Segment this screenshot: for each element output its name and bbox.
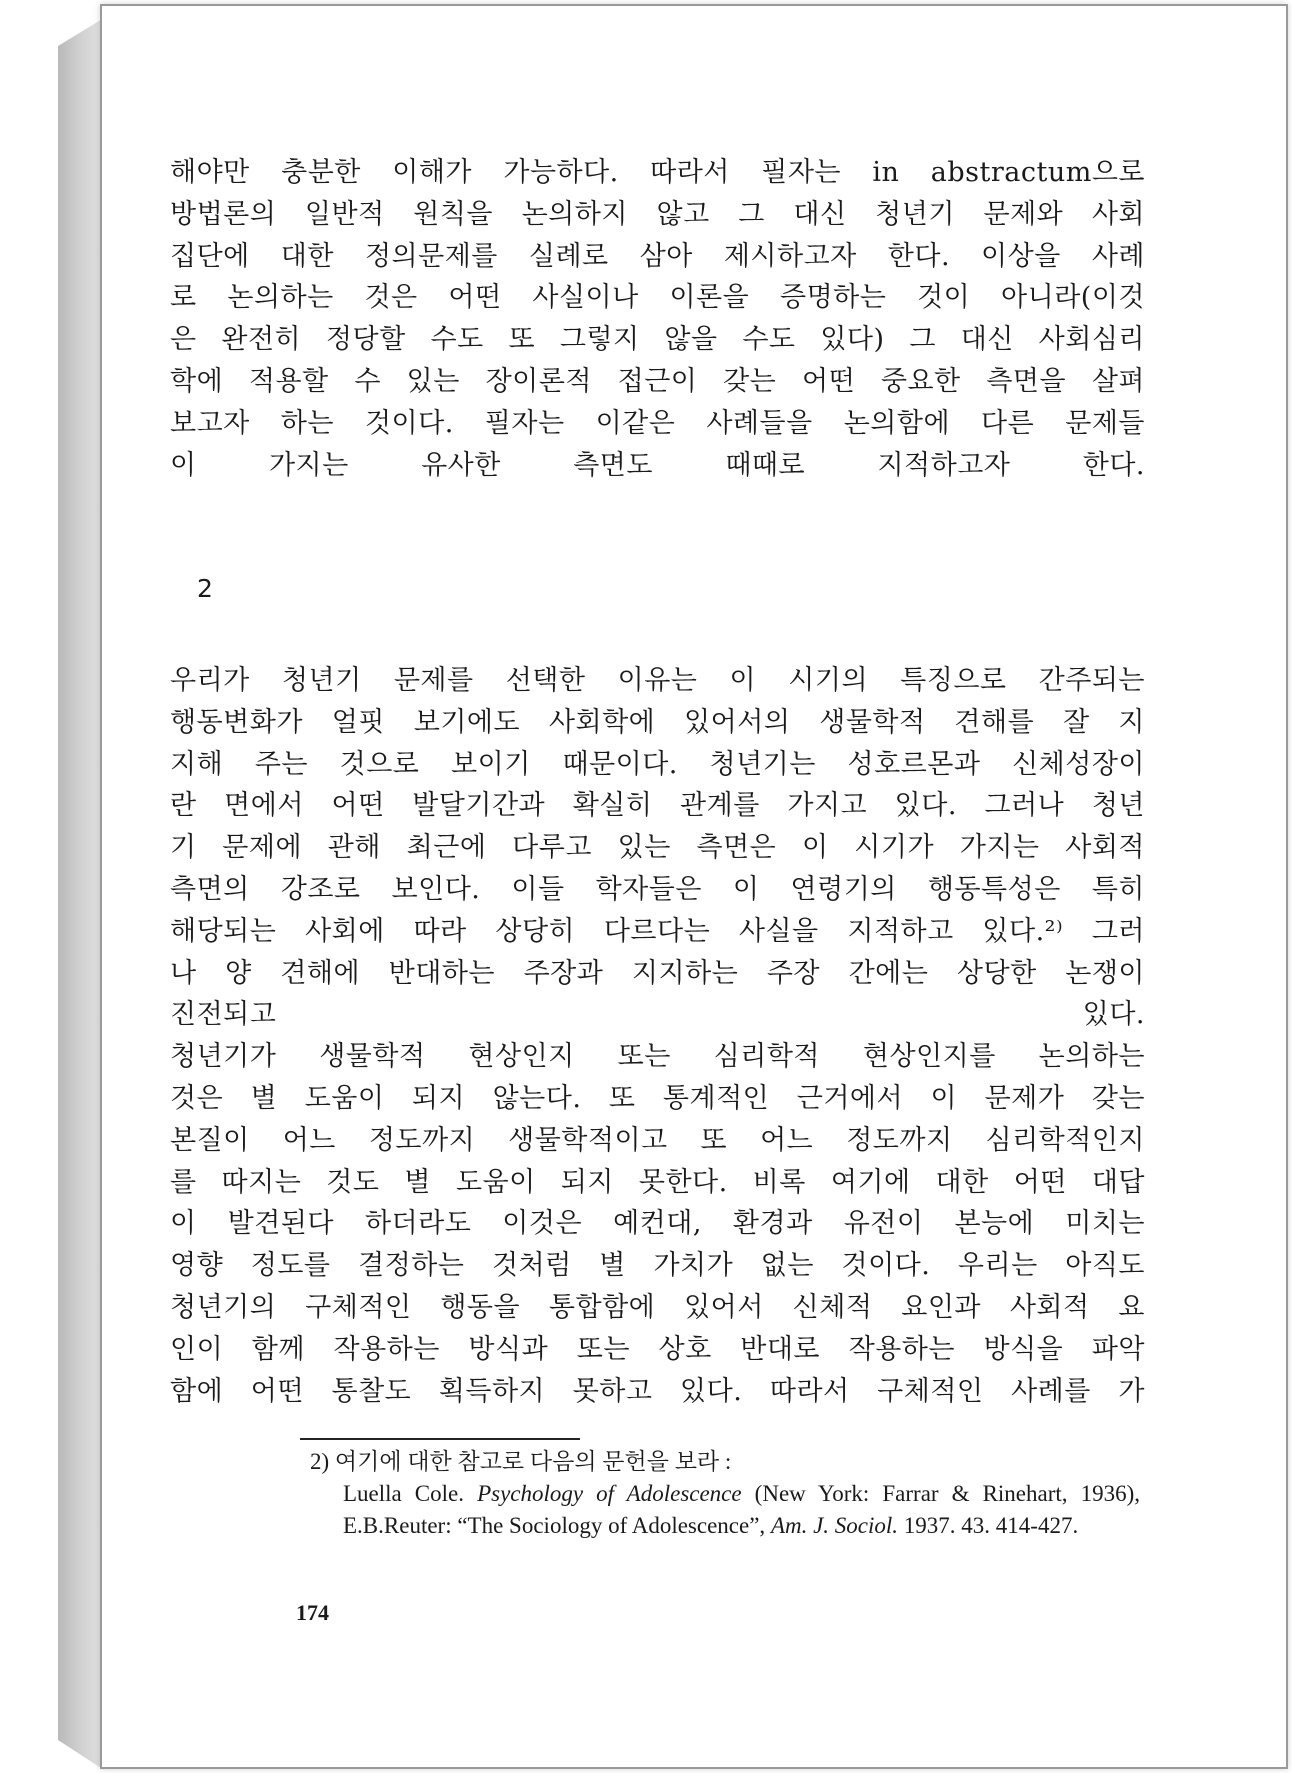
page-body (170, 152, 1145, 486)
footnote-author: Luella Cole. (343, 1481, 478, 1506)
footnote-book-title: Psychology of Adolescence (477, 1481, 742, 1506)
section-2-body (170, 660, 1145, 1412)
paragraph-2-last-line: 진전되고 있다. (170, 999, 1145, 1031)
paragraph-1-body: 해야만 충분한 이해가 가능하다. 따라서 필자는 in abstractum으로 방법론의 일반적 원칙을 논의하지 않고 그 대신 청년기 문제와 사회 집단에 대한 정의문제를 실례로 삼아 제시하고자 한다. 이상을 사례 로 논의하는 것은 어떤 사실이나 이론을 증명하는 것이 아니라(이것 은 완전히 정당할 수도 또 그렇지 않을 수도 있다) 그 대신 사회심리 학에 적용할 수 있는 장이론적 접근이 갖는 어떤 중요한 측면을 살펴 보고자 하는 것이다. 필자는 이같은 사례들을 논의함에 다른 문제들 (170, 157, 1145, 439)
paragraph-3 (170, 1036, 1145, 1412)
footnote-volume-pages: 1937. 43. 414-427. (898, 1513, 1079, 1538)
section-number: 2 (197, 574, 213, 603)
book-spine-edge (58, 18, 104, 1770)
footnote (310, 1446, 1140, 1542)
paragraph-1-last-line: 이 가지는 유사한 측면도 때때로 지적하고자 한다. (170, 449, 1145, 481)
paragraph-3-body: 청년기가 생물학적 현상인지 또는 심리학적 현상인지를 논의하는 것은 별 도움이 되지 않는다. 또 통계적인 근거에서 이 문제가 갖는 본질이 어느 정도까지 생물학적이고 또 어느 정도까지 심리학적인지 를 따지는 것도 별 도움이 되지 못한다. 비록 여기에 대한 어떤 대답 이 발견된다 하더라도 이것은 예컨대, 환경과 유전이 본능에 미치는 영향 정도를 결정하는 것처럼 별 가치가 없는 것이다. 우리는 아직도 청년기의 구체적인 행동을 통합함에 있어서 신체적 요인과 사회적 요 인이 함께 작용하는 방식과 또는 상호 반대로 작용하는 방식을 파악 함에 어떤 통찰도 획득하지 못하고 있다. 따라서 구체적인 사례를 가 (170, 1041, 1145, 1407)
paragraph-2 (170, 660, 1145, 1036)
footnote-heading: 2) 여기에 대한 참고로 다음의 문헌을 보라 : (310, 1449, 732, 1474)
footnote-citation (310, 1478, 1140, 1542)
footnote-publisher: (New York: Farrar & Rinehart, 1936), E.B.Reuter: “The Sociology of Adolescence”, (343, 1481, 1140, 1538)
page-number: 174 (296, 1600, 329, 1625)
paragraph-2-body: 우리가 청년기 문제를 선택한 이유는 이 시기의 특징으로 간주되는 행동변화가 얼핏 보기에도 사회학에 있어서의 생물학적 견해를 잘 지 지해 주는 것으로 보이기 때문이다. 청년기는 성호르몬과 신체성장이 란 면에서 어떤 발달기간과 확실히 관계를 가지고 있다. 그러나 청년 기 문제에 관해 최근에 다루고 있는 측면은 이 시기가 가지는 사회적 측면의 강조로 보인다. 이들 학자들은 이 연령기의 행동특성은 특히 해당되는 사회에 따라 상당히 다르다는 사실을 지적하고 있다.²⁾ 그러 나 양 견해에 반대하는 주장과 지지하는 주장 간에는 상당한 논쟁이 (170, 665, 1145, 989)
footnote-journal-title: Am. J. Sociol. (770, 1513, 899, 1538)
footnote-divider (300, 1438, 580, 1440)
paragraph-1 (170, 152, 1145, 486)
